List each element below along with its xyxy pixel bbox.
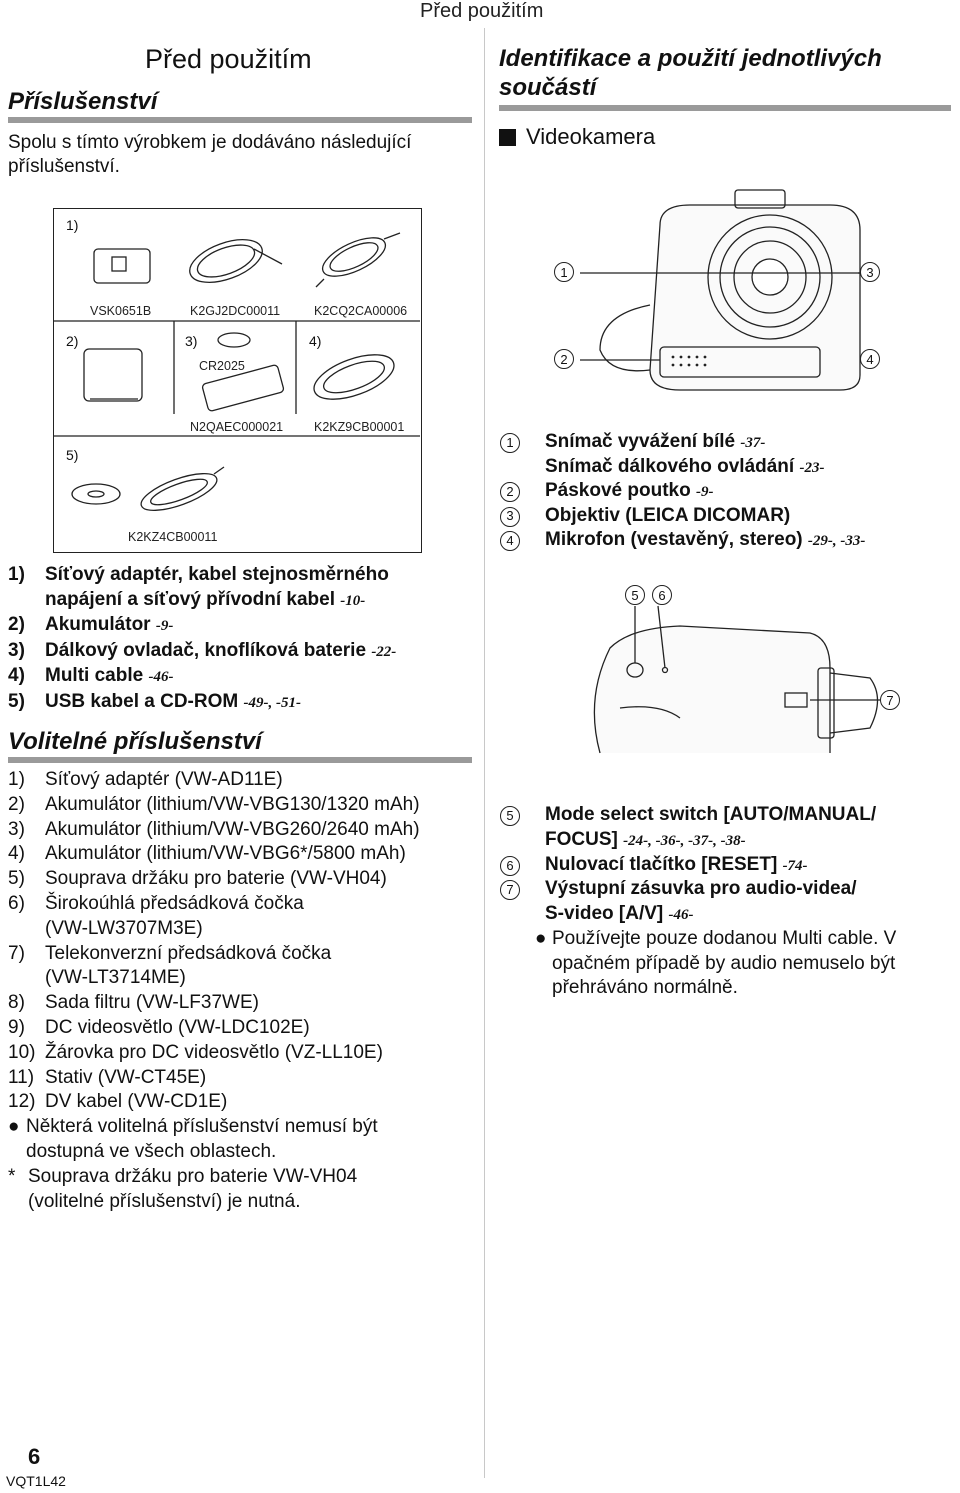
fig-label-1: 1) xyxy=(66,217,79,233)
fig-label-k2kz9: K2KZ9CB00001 xyxy=(314,420,405,434)
callout-7: 7 xyxy=(880,690,900,710)
list-item: 1) Síťový adaptér (VW-AD11E) xyxy=(8,769,283,790)
list-item: 4) Multi cable -46- xyxy=(8,665,174,686)
fig-label-k2gj: K2GJ2DC00011 xyxy=(190,304,281,318)
list-item: 4) Akumulátor (lithium/VW-VBG6*/5800 mAh) xyxy=(8,843,406,865)
callout-2: 2 xyxy=(554,349,574,369)
identification-title: Identifikace a použití jednotlivých součástí xyxy=(499,45,882,101)
running-header: Před použitím xyxy=(420,0,544,22)
list-item: 5) Souprava držáku pro baterie (VW-VH04) xyxy=(8,868,387,890)
list-item: 10) Žárovka pro DC videosvětlo (VZ-LL10E) xyxy=(8,1041,383,1063)
optional-rule xyxy=(8,757,472,763)
note-availability-continuation: dostupná ve všech oblastech. xyxy=(26,1140,277,1162)
camera-side-figure xyxy=(580,578,910,758)
callout-5: 5 xyxy=(625,585,645,605)
fig-label-k2kz4: K2KZ4CB00011 xyxy=(128,530,218,544)
callout-6: 6 xyxy=(652,585,672,605)
list-item-continuation: napájení a síťový přívodní kabel -10- xyxy=(45,588,366,610)
fig-label-n2qa: N2QAEC000021 xyxy=(190,420,284,434)
list-item: 7) Telekonverzní předsádková čočka xyxy=(8,942,332,964)
accessories-intro: Spolu s tímto výrobkem je dodáváno následující příslušenství. xyxy=(8,132,412,177)
camera-front-drawing xyxy=(540,185,950,395)
list-item: 5) USB kabel a CD-ROM -49-, -51- xyxy=(8,690,301,712)
list-item: 8) Sada filtru (VW-LF37WE) xyxy=(8,992,259,1014)
note-availability: ● Některá volitelná příslušenství nemusí být xyxy=(8,1116,378,1138)
list-item: 3) Dálkový ovladač, knoflíková baterie -22- xyxy=(8,639,397,661)
callout-4: 4 xyxy=(860,349,880,369)
accessories-rule xyxy=(8,117,472,123)
list-item: 12) DV kabel (VW-CD1E) xyxy=(8,1091,228,1113)
fig-label-4: 4) xyxy=(309,333,322,349)
accessories-list xyxy=(8,563,478,715)
accessories-drawing xyxy=(54,209,420,551)
optional-title: Volitelné příslušenství xyxy=(8,728,262,755)
fig-label-k2cq: K2CQ2CA00006 xyxy=(314,304,408,318)
callout-3: 3 xyxy=(860,262,880,282)
list-item-continuation: (VW-LW3707M3E) xyxy=(45,917,203,939)
multi-cable-note: ● Používejte pouze dodanou Multi cable. V opačném případě by audio nemuselo být přehráváno normálně. xyxy=(535,928,897,998)
accessories-figure xyxy=(53,208,422,553)
videokamera-heading: Videokamera xyxy=(499,124,655,150)
list-item: 11) Stativ (VW-CT45E) xyxy=(8,1066,207,1088)
note-footnote-continuation: (volitelné příslušenství) je nutná. xyxy=(28,1190,301,1212)
list-item: 2) Akumulátor (lithium/VW-VBG130/1320 mAh) xyxy=(8,793,420,815)
square-bullet-icon xyxy=(499,129,516,146)
list-item: 2) Akumulátor -9- xyxy=(8,614,174,635)
fig-label-cr: CR2025 xyxy=(199,359,245,373)
note-footnote: * Souprava držáku pro baterie VW-VH04 xyxy=(8,1165,358,1187)
callout-1: 1 xyxy=(554,262,574,282)
identification-rule xyxy=(499,105,951,111)
list-item: 1) Síťový adaptér, kabel stejnosměrného xyxy=(8,564,389,585)
page-number: 6 xyxy=(28,1444,41,1469)
fig-label-2: 2) xyxy=(66,333,79,349)
column-divider xyxy=(484,28,485,1478)
doc-code: VQT1L42 xyxy=(6,1473,66,1489)
list-item-continuation: (VW-LT3714ME) xyxy=(45,967,186,989)
fig-label-5: 5) xyxy=(66,447,79,463)
fig-label-vsk: VSK0651B xyxy=(90,304,152,318)
list-item: 3) Akumulátor (lithium/VW-VBG260/2640 mAh) xyxy=(8,818,420,840)
camera-side-drawing xyxy=(580,578,910,758)
fig-label-3: 3) xyxy=(185,333,198,349)
page-title: Před použitím xyxy=(145,44,312,74)
accessories-title: Příslušenství xyxy=(8,88,158,115)
list-item: 6) Širokoúhlá předsádková čočka xyxy=(8,892,304,914)
optional-list xyxy=(8,768,478,1214)
camera-front-figure xyxy=(540,185,950,395)
list-item: 9) DC videosvětlo (VW-LDC102E) xyxy=(8,1016,310,1038)
